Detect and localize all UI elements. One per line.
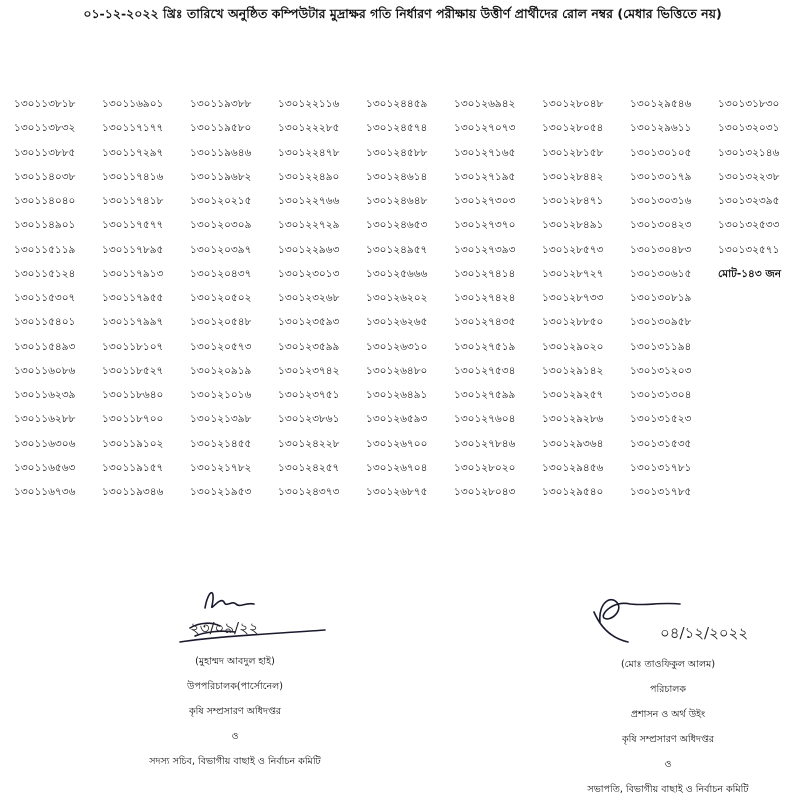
roll-number: ১৩০১২৭৬০৪: [454, 413, 516, 426]
roll-number: ১৩০১২০৩৯৭: [190, 243, 252, 256]
roll-number: ১৩০১১৫৩০৭: [14, 292, 76, 304]
roll-number: ১৩০১২৮০৪৮: [542, 98, 604, 110]
roll-number: ১৩০১৩১৫৩৫: [630, 437, 692, 450]
roll-number: ১৩০১২৬২০২: [366, 292, 428, 304]
roll-column: [14, 95, 102, 507]
roll-number-table: [14, 95, 805, 507]
roll-number: ১৩০১১৭২৯৭: [102, 146, 164, 159]
roll-number: ১৩০১৩০১০৫: [630, 146, 692, 159]
roll-number: ১৩০১২৭১৬৫: [454, 146, 516, 159]
roll-number: ১৩০১২০২১৫: [190, 195, 252, 207]
roll-number: ১৩০১২৩৫৯৩: [278, 316, 340, 329]
roll-number: ১৩০১৩২৫৭১: [718, 243, 780, 256]
roll-number: ১৩০১২৮৪৯১: [542, 219, 604, 232]
roll-number: ১৩০১২০৫৭৩: [190, 340, 252, 353]
roll-number: ১৩০১২৮৮৫০: [542, 316, 604, 329]
roll-number: ১৩০১১৪০৪০: [14, 195, 76, 207]
roll-number: ১৩০১১৯৬৮২: [190, 170, 252, 183]
roll-number: ১৩০১২৯৪৫৬: [542, 461, 604, 474]
roll-number: ১৩০১২৩৮৬১: [278, 413, 340, 426]
right-officer-name: (মোঃ তাওফিকুল আলম): [620, 659, 716, 670]
roll-number: ১৩০১১৫৪৯৩: [14, 340, 76, 353]
roll-number: ১৩০১২৮৪৭১: [542, 195, 604, 207]
left-officer-block: [130, 655, 340, 780]
roll-number: ১৩০১২৮০৫৪: [542, 122, 604, 135]
roll-number: ১৩০১১৮৭০০: [102, 413, 164, 426]
roll-number: ১৩০১১৩৮৩২: [14, 122, 76, 135]
right-officer-conj: ও: [664, 759, 672, 770]
roll-number: ১৩০১২৮৫৭৩: [542, 243, 604, 256]
roll-number: ১৩০১২২৪৭৮: [278, 146, 340, 159]
left-officer-office: কৃষি সম্প্রসারণ অধিদপ্তর: [189, 706, 281, 717]
roll-number: ১৩০১২০৫৪৮: [190, 316, 252, 329]
roll-number: ১৩০১৩২৫৩৩: [718, 219, 780, 232]
roll-number: ১৩০১১৮৫২৭: [102, 364, 164, 377]
roll-number: ১৩০১২১৪৫৫: [190, 437, 252, 450]
right-officer-role: সভাপতি, বিভাগীয় বাছাই ও নির্বাচন কমিটি: [587, 784, 749, 795]
roll-number: ১৩০১৩০৯৫৮: [630, 316, 692, 329]
roll-number: ১৩০১২৬২৬৫: [366, 316, 428, 329]
roll-number: ১৩০১২৯৫৪০: [542, 486, 604, 498]
roll-number: ১৩০১১৩৮১৮: [14, 98, 76, 110]
roll-number: ১৩০১২৭৫৩৪: [454, 364, 516, 377]
roll-number: ১৩০১২২৭২৯: [278, 219, 340, 232]
roll-number: ১৩০১২০৫০২: [190, 292, 252, 304]
total-count: মোট-১৪৩ জন: [718, 267, 781, 280]
roll-number: ১৩০১২৮৭৩৩: [542, 292, 604, 304]
signature-right-date: ০৪/১২/২০২২: [660, 624, 749, 642]
roll-number: ১৩০১২০৯১৯: [190, 364, 252, 377]
roll-number: ১৩০১২৭৩৯৩: [454, 243, 516, 256]
roll-number: ১৩০১৩১৭৮৫: [630, 486, 692, 498]
left-officer-designation: উপপরিচালক(পার্সোনেল): [187, 681, 283, 692]
roll-number: ১৩০১২৩০১৩: [278, 267, 340, 280]
roll-column: [102, 95, 190, 507]
left-officer-conj: ও: [231, 731, 239, 742]
roll-number: ১৩০১১৮১০৭: [102, 340, 164, 353]
roll-number: ১৩০১২৬৭০৪: [366, 461, 428, 474]
roll-number: ১৩০১২৬৯৪২: [454, 98, 516, 110]
roll-number: ১৩০১২১০১৬: [190, 389, 252, 401]
roll-column: [542, 95, 630, 507]
left-officer-role: সদস্য সচিব, বিভাগীয় বাছাই ও নির্বাচন কমিটি: [149, 756, 321, 767]
roll-number: ১৩০১১৬৩০৬: [14, 437, 76, 450]
roll-number: ১৩০১২৮০৪৩: [454, 486, 516, 498]
roll-number: ১৩০১১৭৪১৬: [102, 170, 164, 183]
roll-number: ১৩০১২৪৬৪৮: [366, 195, 428, 207]
roll-number: ১৩০১২৮৪৪২: [542, 170, 604, 183]
roll-number: ১৩০১২২২৮৫: [278, 122, 340, 135]
roll-number: ১৩০১১৯৫৮০: [190, 122, 252, 135]
roll-number: ১৩০১৩০১৭৯: [630, 170, 692, 183]
roll-number: ১৩০১৩২০৩১: [718, 122, 780, 135]
roll-number: ১৩০১২৯২৫৭: [542, 389, 604, 401]
roll-number: ১৩০১২৪৩৭৩: [278, 486, 340, 498]
roll-number: ১৩০১২২৪৯০: [278, 170, 340, 183]
roll-number: ১৩০১২৪৪৫৯: [366, 98, 428, 110]
roll-number: ১৩০১২৪২৫৭: [278, 461, 340, 474]
roll-column: [366, 95, 454, 507]
roll-number: ১৩০১২৯১৪২: [542, 364, 604, 377]
roll-number: ১৩০১২৮০২০: [454, 461, 516, 474]
roll-number: ১৩০১২৬৮৭৫: [366, 486, 428, 498]
roll-number: ১৩০১২৬৫৯৩: [366, 413, 428, 426]
roll-column: [718, 95, 805, 507]
roll-number: ১৩০১২১৯৫৩: [190, 486, 252, 498]
roll-number: ১৩০১২৪৬১৪: [366, 170, 428, 183]
roll-number: ১৩০১২৪৫৭৪: [366, 122, 428, 135]
roll-number: ১৩০১২৭৪১৪: [454, 267, 516, 280]
roll-number: ১৩০১২৯৫৪৬: [630, 98, 692, 110]
roll-number: ১৩০১২৯৩৬৪: [542, 437, 604, 450]
roll-number: ১৩০১১৯৩৪৬: [102, 486, 164, 498]
roll-number: ১৩০১১৬২৮৮: [14, 413, 76, 426]
roll-number: ১৩০১৩১২০৩: [630, 364, 692, 377]
page-title: ০১-১২-২০২২ খ্রিঃ তারিখে অনুষ্ঠিত কম্পিউটার মুদ্রাক্ষর গতি নির্ধারণ পরীক্ষায় উত্তীর্ণ প্রার্থীদের রোল নম্বর (মেধার ভিত্তিতে নয়): [83, 6, 722, 21]
roll-number: ১৩০১৩১৩০৪: [630, 389, 692, 401]
right-officer-designation: পরিচালক: [650, 684, 686, 695]
roll-number: ১৩০১১৪৯০১: [14, 219, 76, 232]
roll-number: ১৩০১২৭৮৪৬: [454, 437, 516, 450]
roll-number: ১৩০১২১৩৯৮: [190, 413, 252, 426]
roll-number: ১৩০১১৯৬৪৬: [190, 146, 252, 159]
roll-number: ১৩০১১৬০৮৬: [14, 364, 76, 377]
roll-number: ১৩০১২২১১৬: [278, 98, 340, 110]
roll-number: ১৩০১৩০৪৮৩: [630, 243, 692, 256]
roll-number: ১৩০১৩০৪২৩: [630, 219, 692, 232]
roll-number: ১৩০১২০৩০৯: [190, 219, 252, 232]
roll-number: ১৩০১৩০৩১৬: [630, 195, 692, 207]
roll-number: ১৩০১১৬৯০১: [102, 98, 164, 110]
roll-number: ১৩০১১৭৮৯৫: [102, 243, 164, 256]
roll-number: ১৩০১২৮১৫৮: [542, 146, 604, 159]
roll-number: ১৩০১৩০৮১৯: [630, 292, 692, 304]
roll-number: ১৩০১২৪২২৮: [278, 437, 340, 450]
roll-number: ১৩০১২৩৭৫১: [278, 389, 340, 401]
roll-number: ১৩০১১৭১৭৭: [102, 122, 164, 135]
roll-number: ১৩০১১৬৭৩৬: [14, 486, 76, 498]
roll-number: ১৩০১১৩৮৮৫: [14, 146, 76, 159]
roll-number: ১৩০১১৫৪০১: [14, 316, 76, 329]
roll-number: ১৩০১২৬৩১০: [366, 340, 428, 353]
roll-number: ১৩০১১৭৯১৩: [102, 267, 164, 280]
roll-number: ১৩০১৩১৮৩০: [718, 98, 780, 110]
roll-number: ১৩০১১৫১১৯: [14, 243, 76, 256]
roll-number: ১৩০১২৪৬৫৩: [366, 219, 428, 232]
roll-number: ১৩০১৩১১৯৪: [630, 340, 692, 353]
roll-number: ১৩০১৩০৬১৫: [630, 267, 692, 280]
roll-number: ১৩০১২৪৫৮৮: [366, 146, 428, 159]
roll-number: ১৩০১১৯৩৮৮: [190, 98, 252, 110]
roll-number: ১৩০১৩২৩৯৫: [718, 195, 780, 207]
roll-column: [278, 95, 366, 507]
roll-number: ১৩০১২৯২৮৬: [542, 413, 604, 426]
roll-number: ১৩০১১৮৬৪০: [102, 389, 164, 401]
roll-number: ১৩০১২৭৪২৪: [454, 292, 516, 304]
roll-number: ১৩০১১৭৯৯৭: [102, 316, 164, 329]
roll-number: ১৩০১১৫১২৪: [14, 267, 76, 280]
roll-number: ১৩০১২৭৫৯৯: [454, 389, 516, 401]
roll-number: ১৩০১২৯০২০: [542, 340, 604, 353]
roll-number: ১৩০১২৩৫৯৯: [278, 340, 340, 353]
signature-left-text: ২৩/০৯/২২: [190, 619, 259, 637]
roll-number: ১৩০১১৯১০২: [102, 437, 164, 450]
roll-number: ১৩০১২৭৩০৩: [454, 195, 516, 207]
roll-number: ১৩০১৩২১৪৬: [718, 146, 780, 159]
roll-number: ১৩০১৩১৫২৩: [630, 413, 692, 426]
roll-column: [630, 95, 718, 507]
roll-number: ১৩০১২৬৭০০: [366, 437, 428, 450]
roll-number: ১৩০১৩১৭৮১: [630, 461, 692, 474]
right-officer-office: কৃষি সম্প্রসারণ অধিদপ্তর: [622, 734, 714, 745]
roll-number: ১৩০১১৬২৩৯: [14, 389, 76, 401]
roll-number: ১৩০১১৭৪১৮: [102, 195, 164, 207]
roll-number: ১৩০১২৪৯৫৭: [366, 243, 428, 256]
roll-column: [190, 95, 278, 507]
roll-number: ১৩০১২৮৭২৭: [542, 267, 604, 280]
roll-number: ১৩০১২৬৪৯১: [366, 389, 428, 401]
roll-number: ১৩০১৩২২৩৮: [718, 170, 780, 183]
right-officer-block: [548, 658, 788, 808]
roll-number: ১৩০১২৭০৭৩: [454, 122, 516, 135]
roll-number: ১৩০১২৭১৯৫: [454, 170, 516, 183]
roll-number: ১৩০১২২৭৬৬: [278, 195, 340, 207]
roll-number: ১৩০১২৩৭৪২: [278, 364, 340, 377]
right-officer-wing: প্রশাসন ও অর্থ উইং: [630, 709, 706, 720]
roll-number: ১৩০১১৭৫৭৭: [102, 219, 164, 232]
roll-number: ১৩০১২৭৪৩৫: [454, 316, 516, 329]
roll-number: ১৩০১১৬৫৬৩: [14, 461, 76, 474]
roll-number: ১৩০১২০৪৩৭: [190, 267, 252, 280]
roll-number: ১৩০১২৬৪৮০: [366, 364, 428, 377]
roll-number: ১৩০১১৭৯৫৫: [102, 292, 164, 304]
roll-number: ১৩০১২৭৫১৯: [454, 340, 516, 353]
roll-number: ১৩০১২৩২৬৮: [278, 292, 340, 304]
roll-column: [454, 95, 542, 507]
roll-number: ১৩০১২১৭৮২: [190, 461, 252, 474]
roll-number: ১৩০১২৭৩৭০: [454, 219, 516, 232]
roll-number: ১৩০১২২৯৬৩: [278, 243, 340, 256]
roll-number: ১৩০১২৯৬১১: [630, 122, 692, 135]
roll-number: ১৩০১১৪০৩৮: [14, 170, 76, 183]
roll-number: ১৩০১২৫৬৬৬: [366, 267, 428, 280]
roll-number: ১৩০১১৯১৫৭: [102, 461, 164, 474]
left-officer-name: (মুহাম্মদ আবদুল হাই): [195, 656, 275, 667]
